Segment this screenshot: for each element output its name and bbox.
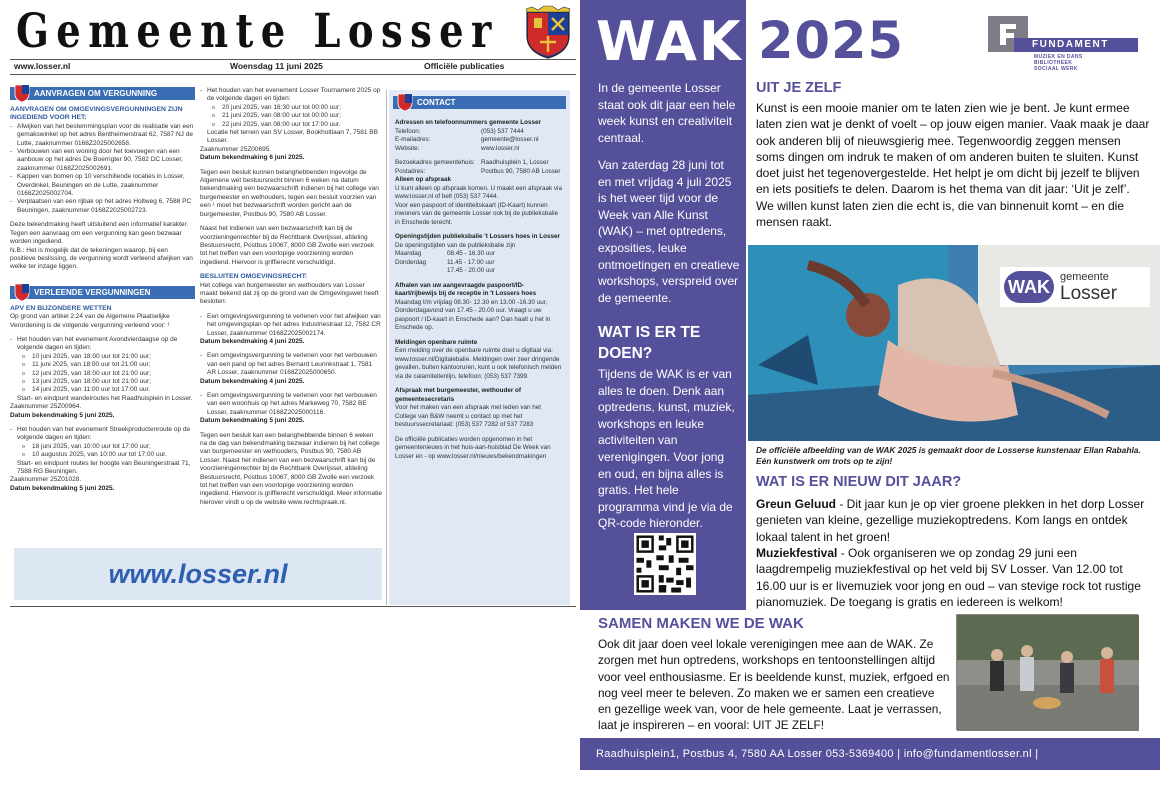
left-page bbox=[0, 0, 580, 780]
date-item: o 18 juni 2025, van 10:00 uur tot 17:00 uur; bbox=[10, 443, 195, 451]
section-title: VERLEENDE VERGUNNINGEN bbox=[34, 287, 151, 297]
date-item: o 22 juni 2025, van 08:00 uur tot 17:00 uur. bbox=[200, 121, 382, 129]
list-item: - Verbouwen van een woning door het toevoegen van een aanbouw op het adres De Boerrigter 90, 7582 DC Losser, zaaknummer 0168Z2025002691. bbox=[10, 148, 195, 173]
contact-label: Website: bbox=[395, 144, 420, 152]
issue-date: Woensdag 11 juni 2025 bbox=[230, 61, 323, 71]
hours-value: 11.45 - 17.00 uur bbox=[447, 258, 495, 266]
right-page bbox=[580, 0, 1160, 792]
publication-date: Datum bekendmaking 6 juni 2025. bbox=[200, 154, 305, 162]
date-item: o 14 juni 2025, van 11:00 uur tot 17:00 uur. bbox=[10, 386, 195, 394]
greun-geluud-text: - Dit jaar kun je op vier groene plekken in het dorp Losser genieten van kleine, gezellige muziekoptredens. Kom langs en ontdek lokaal talent in het groen! bbox=[756, 497, 1145, 544]
year-title: 2025 bbox=[758, 12, 904, 71]
contact-box bbox=[389, 90, 570, 605]
paragraph: De officiële publicaties worden opgenomen in het gemeentenieuws in het huis-aan-huisblad De Week van Losser en - op www.losser.nl/nieuws/bekendmakingen bbox=[395, 435, 551, 460]
contact-heading: Adressen en telefoonnummers gemeente Losser bbox=[395, 119, 541, 126]
footer-rule bbox=[10, 606, 576, 607]
website-label[interactable]: www.losser.nl bbox=[14, 61, 71, 71]
uit-je-zelf-text: Kunst is een mooie manier om te laten zien wie je bent. Je kunt ermee laten zien wat je denkt of voelt – op jouw eigen manier. Vaak maak je daar ook anderen blij of nieuwsgierig mee. Tegenwoordig zeggen mensen soms dingen om indruk te maken of om anderen buiten te sluiten. Kunst doet juist het tegenovergestelde. Het helpt je om dicht bij jezelf te blijven en iets positiefs te delen. Daarom is het thema van dit jaar: ‘Uit je zelf’. We willen kunst laten zien die echt is, die van binnenuit komt – en die mensen raakt. bbox=[756, 101, 1150, 230]
logo-sub-line: MUZIEK EN DANS bbox=[1034, 54, 1083, 60]
website-banner[interactable]: www.losser.nl bbox=[14, 548, 382, 600]
contact-value: Raadhuisplein 1, Losser bbox=[481, 159, 549, 166]
nieuw-paragraph-2 bbox=[756, 545, 1150, 610]
section-title: CONTACT bbox=[417, 98, 456, 107]
list-item: - Kappen van bomen op 10 verschillende locaties in Losser, Overdinkel, Beuningen en de Lutte, zaaknummer 0168Z2025002704. bbox=[10, 173, 195, 198]
paragraph: Zaaknummer 25Z01028. bbox=[10, 476, 82, 484]
art-losser-label: Losser bbox=[1060, 283, 1118, 304]
artwork-caption: De officiële afbeelding van de WAK 2025 is gemaakt door de Losserse kunstenaar Ellan Rabahla. Eén kunstwerk om trots op te zijn! bbox=[756, 445, 1141, 466]
paragraph: Een melding over de openbare ruimte doet u digitaal via: www.losser.nl/Digitalebalie. Meldingen over zeer dringende gevallen, buiten kantooruren, kunt u ook telefonisch melden via de calamiteitenlijn, telefoon: (053) 537 7399. bbox=[395, 347, 562, 380]
contact-value: Postbus 90, 7580 AB Losser bbox=[481, 167, 561, 175]
list-item: - Een omgevingsvergunning te verlenen voor het verbouwen van een pand op het adres Bernard Leurinkstraat 1, 7581 AR Losser, zaaknummer 0168Z2025000650. bbox=[200, 352, 382, 377]
column-2 bbox=[200, 87, 382, 507]
paragraph: Zaaknummer 25Z00964. bbox=[10, 403, 82, 411]
muziekfestival-text: - Ook organiseren we op zondag 29 juni een laagdrempelig muziekfestival op het veld bij SV Losser. Van 12.00 tot 16.00 uur is er livemuziek voor jong en oud – van stevige rock tot rustige pianomuziek. De toegang is gratis en iedereen is welkom! bbox=[756, 546, 1141, 609]
website-link[interactable]: www.losser.nl bbox=[481, 144, 520, 152]
day-label bbox=[395, 267, 447, 276]
subsection-title: APV EN BIJZONDERE WETTEN bbox=[10, 304, 112, 312]
phone-number[interactable]: (053) 537 7444 bbox=[481, 127, 524, 135]
intro-text: In de gemeente Losser staat ook dit jaar een hele week kunst en creativiteit centraal. bbox=[598, 81, 736, 145]
day-label: Donderdag bbox=[395, 258, 427, 266]
doen-text: Tijdens de WAK is er van alles te doen. Denk aan optredens, kunst, muziek, workshops en leuke activiteiten van verenigingen. Voor jong en oud, en bijna alles is gratis. Het hele programma vind je via de QR-code hieronder. bbox=[598, 367, 735, 531]
period-text: Van zaterdag 28 juni tot en met vrijdag 4 juli 2025 is het weer tijd voor de Week van Alle Kunst (WAK) – met optredens, exposities, leuke ontmoetingen en creatieve workshops, verspreid over de gemeente. bbox=[598, 158, 740, 305]
coat-of-arms-icon bbox=[14, 84, 30, 103]
contact-heading: Alleen op afspraak bbox=[395, 176, 451, 183]
paragraph: Naast het indienen van een bezwaarschrift kan bij de voorzieningenrechter bij de Rechtbank Overijssel, afdeling Bestuursrecht, Postbus 10067, 8000 GB Zwolle een verzoek tot het treffen van een voorlopige voorziening worden ingediend. Hiervoor is griffierecht verschuldigd. bbox=[200, 225, 375, 266]
logo-name: FUNDAMENT bbox=[1014, 38, 1138, 52]
coat-of-arms-icon bbox=[397, 93, 413, 112]
day-label: Maandag bbox=[395, 250, 422, 257]
publication-date: Datum bekendmaking 5 juni 2025. bbox=[10, 411, 115, 419]
section-header-verleend bbox=[10, 286, 195, 299]
list-item: - Verplaatsen van een rijbak op het adres Holtweg 6, 7588 PC Beuningen, zaaknummer 0168Z2025002723. bbox=[10, 198, 195, 215]
contact-label: Telefoon: bbox=[395, 127, 421, 135]
paragraph: Voor een paspoort of identiteitskaart (ID-Kaart) kunnen inwoners van de gemeente Losser ook bij de publieksbalie in Enschede terecht. bbox=[395, 201, 559, 226]
email-link[interactable]: gemeente@losser.nl bbox=[481, 136, 539, 143]
coat-of-arms-icon bbox=[524, 6, 572, 60]
paragraph: Maandag t/m vrijdag 08.30- 12.30 en 13.00 -16.30 uur, Donderdagavond van 17.45 - 20.00 uur. Vraagt u uw paspoort / ID-kaart in Enschede aan? Dan haalt u het in Enschede op. bbox=[395, 298, 551, 331]
date-item: o 20 juni 2025, van 16:30 uur tot 00:00 uur; bbox=[200, 104, 382, 112]
official-publications-label: Officiële publicaties bbox=[424, 61, 505, 71]
nieuw-paragraph-1 bbox=[756, 496, 1150, 545]
wak-art-label bbox=[1000, 267, 1150, 307]
wak-artwork bbox=[748, 245, 1160, 441]
wak-art-logo: WAK bbox=[1004, 271, 1054, 303]
uit-je-zelf-heading: UIT JE ZELF bbox=[756, 80, 842, 96]
paragraph: Start- en eindpunt wandelroutes het Raadhuisplein in Losser. bbox=[17, 394, 193, 402]
list-item: - Het houden van het evenement Avondvierdaagse op de volgende dagen en tijden: bbox=[10, 336, 195, 353]
paragraph: Locatie het terrein van SV Losser, Bookholtlaan 7, 7581 BB Losser. bbox=[207, 129, 378, 145]
paragraph: Deze bekendmaking heeft uitsluitend een informatief karakter. Tegen een aanvraag om een vergunning kan geen bezwaar worden ingediend. bbox=[10, 221, 189, 246]
event-photo bbox=[956, 614, 1138, 730]
paragraph: Op grond van artikel 2:24 van de Algemene Plaatselijke Verordening is de volgende vergunning verleend voor: ¹ bbox=[10, 313, 170, 329]
paragraph: N.B.: Het is mogelijk dat de tekeningen waarop, bij een positieve beslissing, de vergunning wordt verleend afwijken van welke ter inzage liggen. bbox=[10, 246, 193, 271]
muziekfestival-label: Muziekfestival bbox=[756, 546, 838, 560]
fundament-logo bbox=[986, 14, 1140, 70]
footer-bar: Raadhuisplein1, Postbus 4, 7580 AA Losser 053-5369400 | info@fundamentlosser.nl | www.fundamentlosser.nl bbox=[580, 738, 1160, 770]
publication-date: Datum bekendmaking 5 juni 2025. bbox=[200, 417, 305, 425]
date-item: o 10 augustus 2025, van 10:00 uur tot 17:00 uur. bbox=[10, 451, 195, 459]
qr-code-icon[interactable] bbox=[634, 533, 696, 595]
logo-sub-line: SOCIAAL WERK bbox=[1034, 66, 1078, 72]
paragraph: Tegen een besluit kan een belanghebbende binnen 6 weken na de dag van bekendmaking bezwaar indienen bij het college van burgemeester en wethouders, Postbus 90, 7580 AB Losser. Naast het indienen van een bezwaarschrift kan bij de voorzieningenrechter bij de Rechtbank Overijssel, afdeling Bestuursrecht, Postbus 10067, 8000 GB Zwolle een verzoek tot het treffen van een voorlopige voorziening worden ingediend. Hiervoor is griffierecht verschuldigd. Meer informatie hierover vindt u op de website www.rechtspraak.nl. bbox=[200, 431, 382, 506]
paragraph: Zaaknummer 25Z00695. bbox=[200, 145, 272, 153]
hours-value: 08.45 - 16.30 uur bbox=[447, 250, 495, 257]
nieuw-heading: WAT IS ER NIEUW DIT JAAR? bbox=[756, 474, 962, 490]
samen-heading: SAMEN MAKEN WE DE WAK bbox=[598, 615, 804, 632]
header-rule bbox=[10, 74, 576, 75]
section-title: AANVRAGEN OM VERGUNNING bbox=[34, 89, 158, 98]
list-item: - Het houden van het evenement Losser Tournament 2025 op de volgende dagen en tijden: bbox=[200, 87, 382, 104]
contact-heading: Afhalen van uw aangevraagde paspoort/ID-kaart/rijbewijs bij de receptie in 't Lossers hoes bbox=[395, 281, 537, 297]
contact-label: Postadres: bbox=[395, 167, 426, 175]
subsection-title: BESLUITEN OMGEVINGSRECHT: bbox=[200, 273, 308, 281]
column-1 bbox=[10, 87, 195, 493]
masthead-rule bbox=[10, 59, 576, 60]
contact-heading: Afspraak met burgemeester, wethouder of gemeentesecretaris bbox=[395, 387, 521, 403]
contact-label: Bezoekadres gemeentehuis: bbox=[395, 159, 475, 166]
coat-of-arms-icon bbox=[14, 283, 30, 302]
paragraph: Start- en eindpunt routes ter hoogte van Beuningerstraat 71, 7588 RG Beuningen. bbox=[17, 459, 191, 476]
list-item: - Een omgevingsvergunning te verlenen voor het verbouwen van een woonhuis op het adres Markeweg 70, 7582 BE Losser, zaaknummer 0168Z2025000116. bbox=[200, 392, 382, 417]
column-divider bbox=[386, 90, 387, 605]
paragraph: Voor het maken van een afspraak met leden van het College van B&W neemt u contact op met het bestuurssecretariaat: (053) 537 7282 of 537 7283 bbox=[395, 404, 541, 428]
section-header-vergunning bbox=[10, 87, 195, 100]
date-item: o 10 juni 2025, van 18:00 uur tot 21:00 uur; bbox=[10, 353, 195, 361]
logo-sub-line: BIBLIOTHEEK bbox=[1034, 60, 1073, 66]
greun-geluud-label: Greun Geluud bbox=[756, 497, 837, 511]
publication-date: Datum bekendmaking 4 juni 2025. bbox=[200, 377, 305, 385]
contact-label: E-mailadres: bbox=[395, 136, 431, 143]
publication-date: Datum bekendmaking 5 juni 2025. bbox=[10, 484, 115, 492]
publication-date: Datum bekendmaking 4 juni 2025. bbox=[200, 337, 305, 345]
hours-value: 17.45 - 20.00 uur bbox=[447, 267, 495, 274]
section-header-contact bbox=[393, 96, 566, 109]
date-item: o 21 juni 2025, van 08:00 uur tot 00:00 uur; bbox=[200, 112, 382, 120]
list-item: - Een omgevingsvergunning te verlenen voor het afwijken van het omgevingsplan op het adres Industriestraat 12, 7582 CR Losser, zaaknummer 0168Z2025002174. bbox=[200, 313, 382, 338]
date-item: o 11 juni 2025, van 18:00 uur tot 21:00 uur; bbox=[10, 361, 195, 369]
subsection-title: AANVRAGEN OM OMGEVINGSVERGUNNINGEN ZIJN INGEDIEND VOOR HET: bbox=[10, 106, 183, 122]
masthead: Gemeente Losser bbox=[16, 4, 499, 59]
contact-heading: Meldingen openbare ruimte bbox=[395, 338, 478, 346]
doen-heading: WAT IS ER TE DOEN? bbox=[598, 324, 701, 362]
samen-text: Ook dit jaar doen veel lokale verenigingen mee aan de WAK. Ze zorgen met hun optredens, workshops en tentoonstellingen altijd voor veel enthousiasme. Er is beeldende kunst, muziek, erfgoed en nog veel meer te beleven. Zo maken we er samen een creatieve en gezellige week van, voor de hele gemeente. Laat je verrassen, laat je inspireren – en vooral: UIT JE ZELF! bbox=[598, 637, 950, 733]
date-item: o 12 juni 2025, van 18:00 uur tot 21:00 uur; bbox=[10, 370, 195, 378]
paragraph: U kunt alleen op afspraak komen. U maakt een afspraak via www.losser.nl of belt (053) 537 7444. bbox=[395, 184, 562, 200]
photo-image bbox=[957, 615, 1139, 731]
art-gemeente-label: gemeente bbox=[1060, 271, 1109, 283]
logo-subtitle bbox=[1034, 54, 1083, 72]
wak-title: WAK bbox=[596, 10, 743, 73]
paragraph: Tegen een besluit kunnen belanghebbenden ingevolge de Algemene wet bestuursrecht binnen 6 weken na datum bekendmaking een bezwaarschrift indienen bij het college van burgemeester en wethouders, tegen een besluit voorzien van een ¹ moet het bezwaarschrift worden gericht aan de burgemeester, Postbus 90, 7580 AB Losser. bbox=[200, 168, 379, 218]
paragraph: Het college van burgemeester en wethouders van Losser maakt bekend dat zij op de grond van de Omgevingswet heeft besloten: bbox=[200, 281, 379, 306]
list-item: - Afwijken van het bestemmingsplan voor de realisatie van een gemakswinkel op het adres Bentheimerstraat 62, 7587 NJ de Lutte, zaaknummer 0168Z2025002658. bbox=[10, 123, 195, 148]
paragraph: De openingstijden van de publieksbalie zijn bbox=[395, 241, 516, 249]
date-item: o 13 juni 2025, van 18:00 uur tot 21:00 uur; bbox=[10, 378, 195, 386]
list-item: - Het houden van het evenement Streekproductenroute op de volgende dagen en tijden: bbox=[10, 426, 195, 443]
contact-heading: Openingstijden publieksbalie 't Lossers hoes in Losser bbox=[395, 233, 560, 240]
